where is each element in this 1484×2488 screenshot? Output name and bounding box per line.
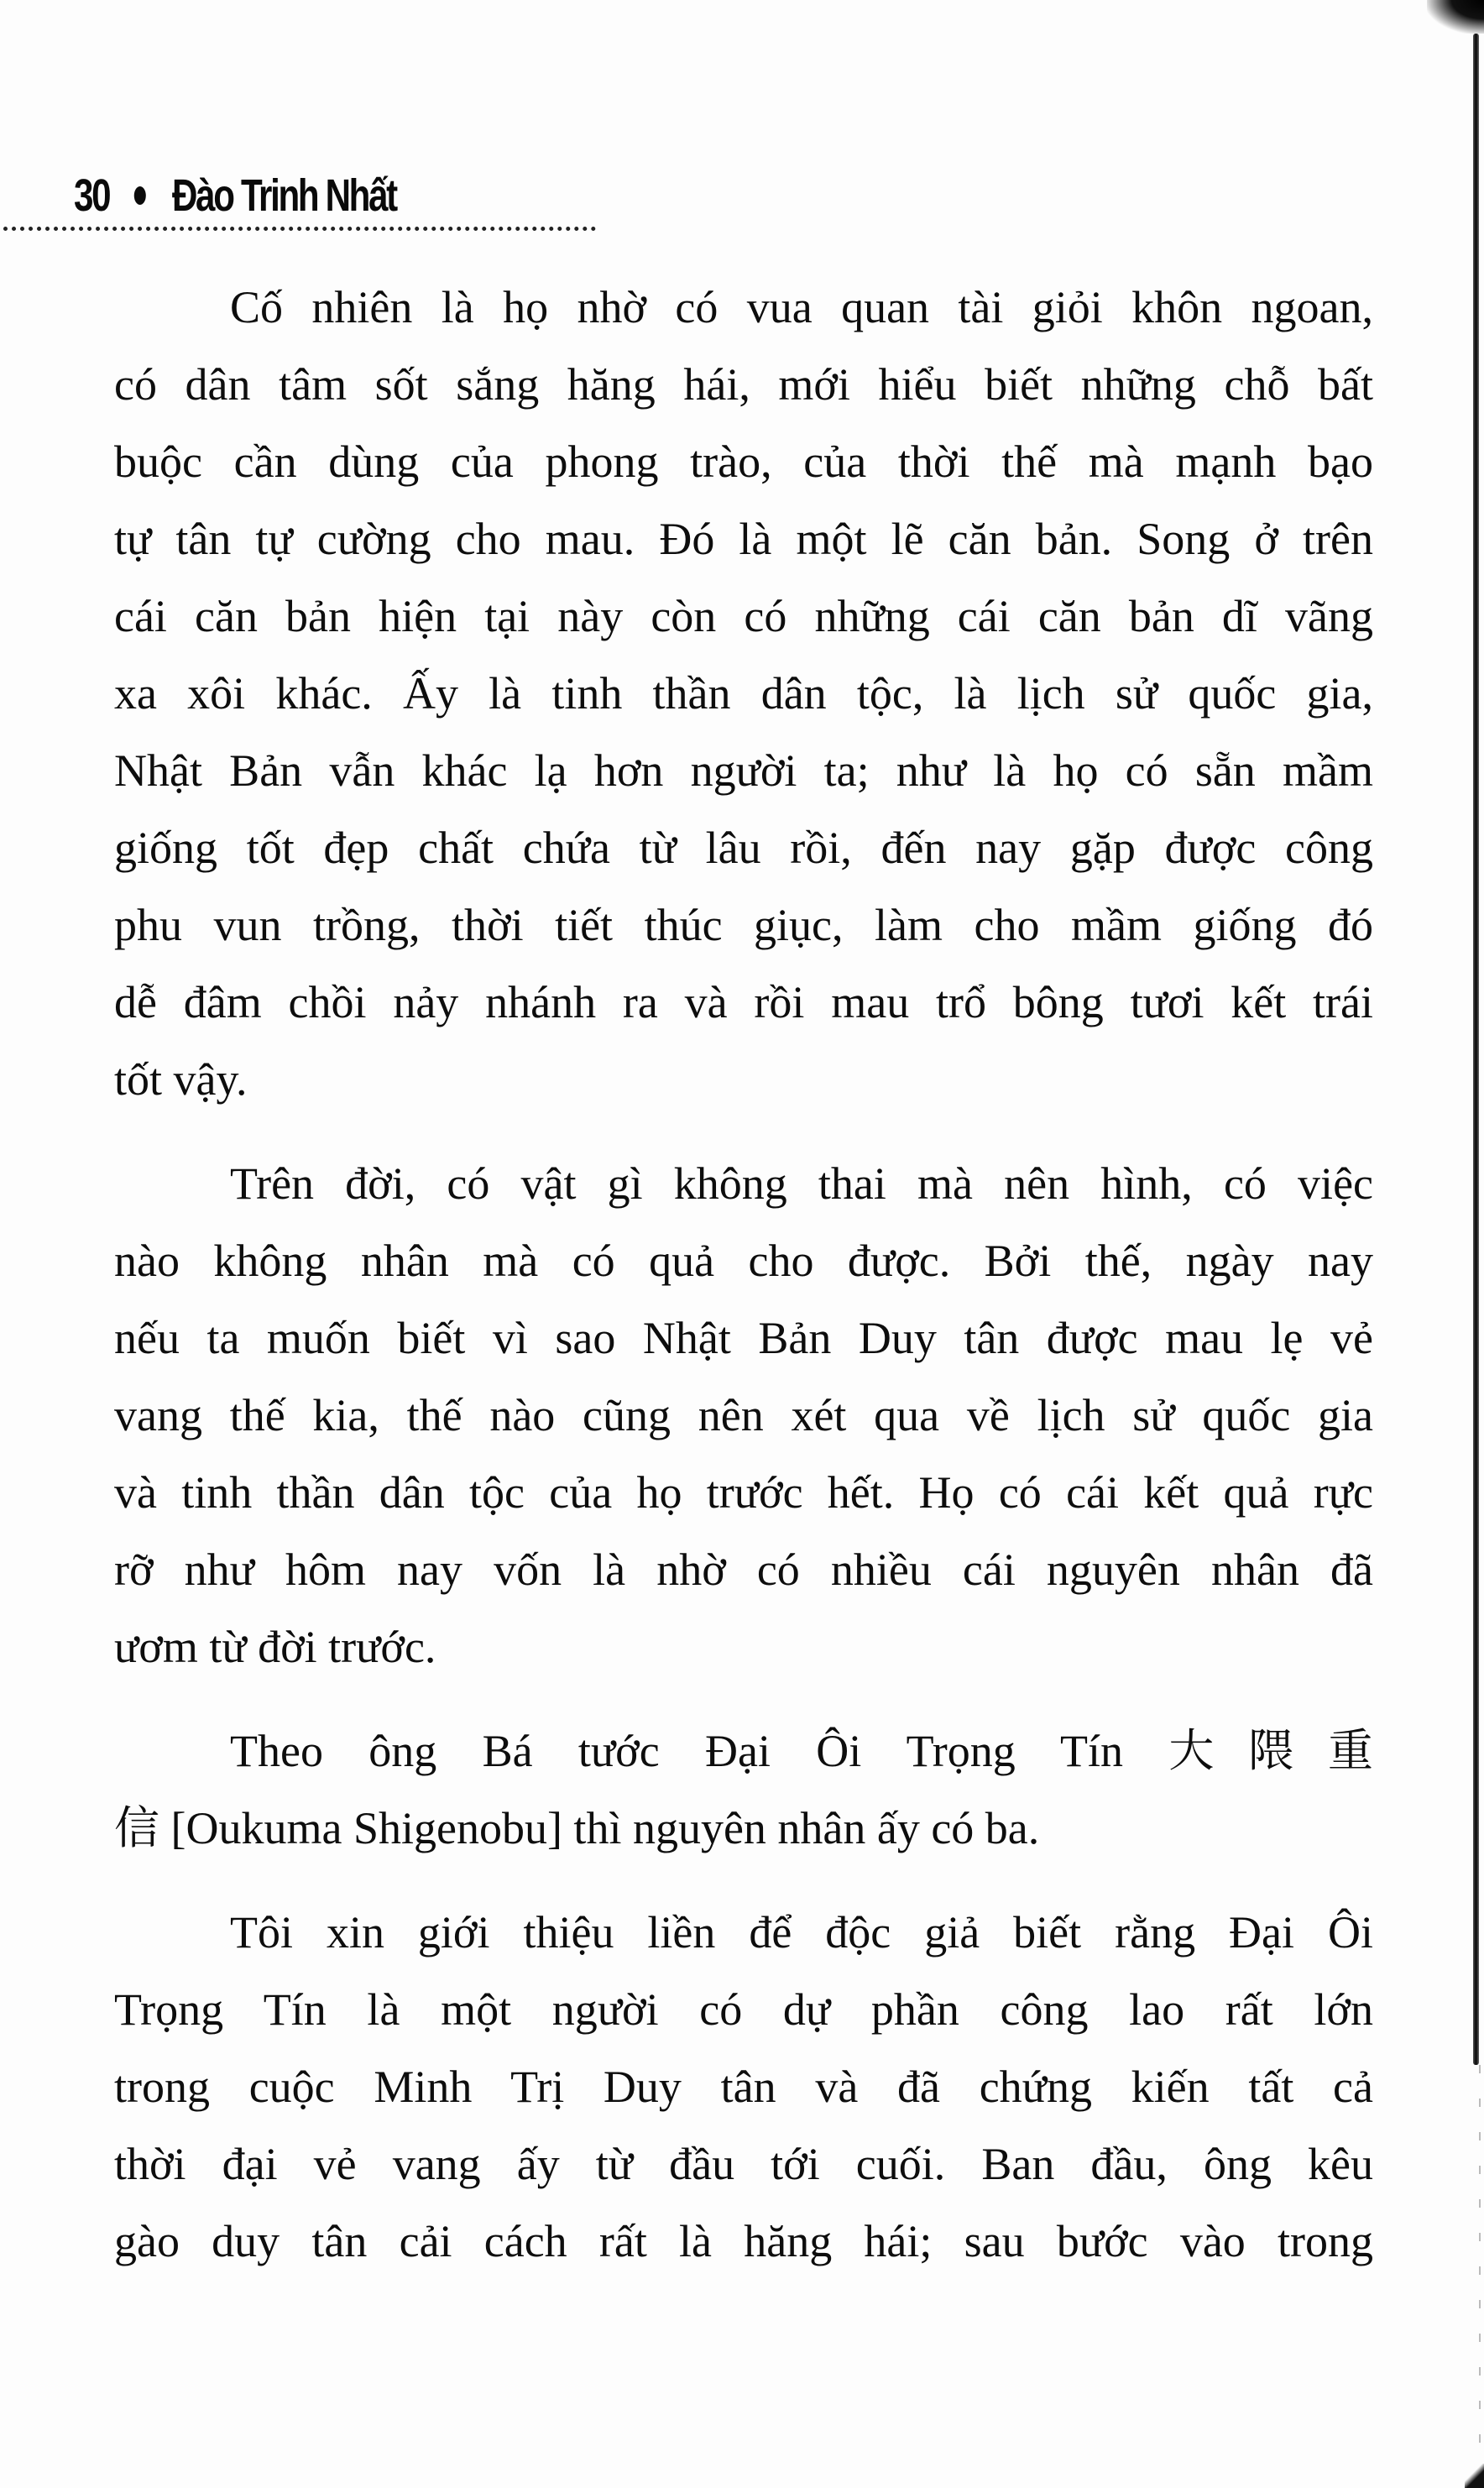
text-line: tốt vậy. [114,1054,248,1105]
running-header [74,166,396,225]
text-line: trong cuộc Minh Trị Duy tân và đã chứng kiến tất cả [114,2062,1373,2112]
bullet-separator-icon [134,186,146,205]
text-line: dễ đâm chồi nảy nhánh ra và rồi mau trổ bông tươi kết trái [114,977,1373,1027]
text-line: buộc cần dùng của phong trào, của thời thế mà mạnh bạo [114,436,1373,487]
text-line: gào duy tân cải cách rất là hăng hái; sau bước vào trong [114,2216,1373,2266]
paragraph [114,269,1373,1118]
page-number: 30 [74,170,110,221]
text-line: Cố nhiên là họ nhờ có vua quan tài giỏi khôn ngoan, [230,282,1373,332]
text-line: nào không nhân mà có quả cho được. Bởi thế, ngày nay [114,1236,1373,1286]
text-line: và tinh thần dân tộc của họ trước hết. Họ có cái kết quả rực [114,1467,1373,1518]
paragraph [114,1712,1373,1867]
author-name: Đào Trinh Nhất [172,170,396,221]
text-line: Theo ông Bá tước Đại Ôi Trọng Tín 大隈重 [230,1726,1373,1776]
text-line: tự tân tự cường cho mau. Đó là một lẽ căn bản. Song ở trên [114,514,1373,564]
text-line: nếu ta muốn biết vì sao Nhật Bản Duy tân được mau lẹ vẻ [114,1313,1373,1363]
text-line: thời đại vẻ vang ấy từ đầu tới cuối. Ban đầu, ông kêu [114,2139,1373,2189]
text-line: vang thế kia, thế nào cũng nên xét qua về lịch sử quốc gia [114,1390,1373,1440]
text-line: Trọng Tín là một người có dự phần công lao rất lớn [114,1984,1373,2035]
page-edge-border-faded [1479,2065,1481,2468]
text-line: xa xôi khác. Ấy là tinh thần dân tộc, là lịch sử quốc gia, [114,668,1373,719]
page-corner-shadow [1427,0,1484,34]
text-line: có dân tâm sốt sắng hăng hái, mới hiểu biết những chỗ bất [114,359,1373,410]
text-line: giống tốt đẹp chất chứa từ lâu rồi, đến nay gặp được công [114,823,1373,873]
text-line: Tôi xin giới thiệu liền để độc giả biết rằng Đại Ôi [230,1907,1373,1957]
page-corner-shadow-bottom [1465,2464,1484,2488]
paragraph [114,1894,1373,2280]
paragraph-gap [114,1867,1373,1894]
paragraph-gap [114,1686,1373,1712]
body-text [114,269,1373,2280]
text-line: cái căn bản hiện tại này còn có những cái căn bản dĩ vãng [114,591,1373,641]
paragraph [114,1145,1373,1686]
text-line: rỡ như hôm nay vốn là nhờ có nhiều cái nguyên nhân đã [114,1545,1373,1595]
page-edge-border [1473,34,1479,2065]
text-line: phu vun trồng, thời tiết thúc giục, làm cho mầm giống đó [114,900,1373,950]
paragraph-gap [114,1118,1373,1145]
text-line: 信 [Oukuma Shigenobu] thì nguyên nhân ấy có ba. [114,1803,1040,1853]
header-dotted-rule [3,227,596,231]
text-line: ươm từ đời trước. [114,1622,436,1672]
text-line: Trên đời, có vật gì không thai mà nên hình, có việc [230,1158,1373,1209]
text-line: Nhật Bản vẫn khác lạ hơn người ta; như là họ có sẵn mầm [114,745,1373,796]
